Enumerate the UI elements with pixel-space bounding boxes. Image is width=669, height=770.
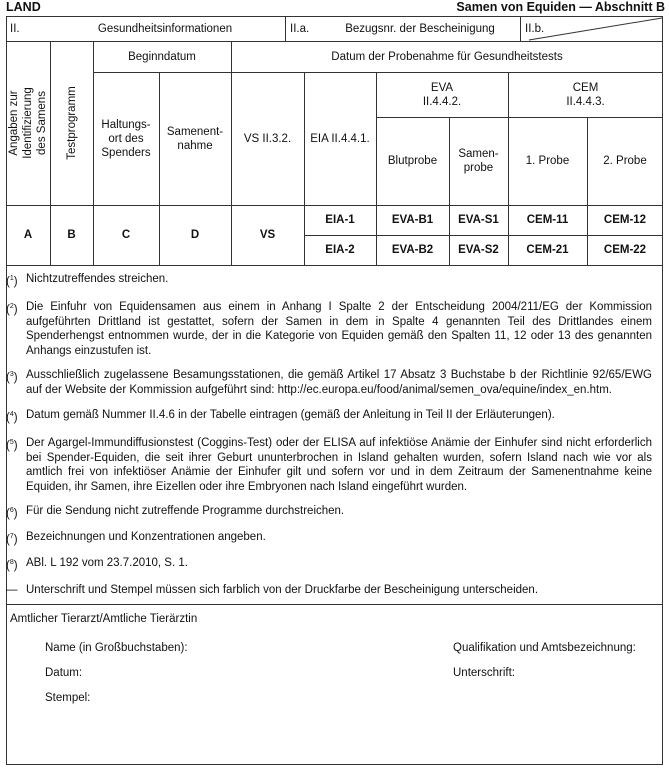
section-title-health: Gesundheitsinformationen [97, 23, 233, 35]
date-label[interactable]: Datum: [45, 667, 83, 679]
name-label[interactable]: Name (in Großbuchstaben): [45, 642, 188, 654]
group-cem: CEM II.4.4.3. [566, 81, 605, 108]
diagonal-strike [521, 16, 663, 41]
cell-eia-2[interactable]: EIA-2 [325, 244, 355, 256]
group-eva: EVA II.4.4.2. [422, 81, 462, 108]
footnote-2: ($^2$) Die Einfuhr von Equidensamen aus einem in Anhang I Spalte 2 der Entscheidung 2004/211/EG der Kommission aufgeführten Drittland ist gestattet, sofern der Samen in dem in Spalte 4 genannten Teil des Drittlandes einem Spenderhengst entnommen wurde, der in die Kategorie von Equiden gemäß den Spalten 11, 12 oder 13 des genannten Anhangs einzustufen ist. [6, 301, 652, 357]
cell-cem-22[interactable]: CEM-22 [603, 244, 647, 256]
footnote-4: ($^4$) Datum gemäß Nummer II.4.6 in der Tabelle eintragen (gemäß der Anleitung in Teil II der Erläuterungen). [6, 409, 555, 424]
col-collection: Samenent-nahme [166, 125, 224, 152]
footnote-dash: — Unterschrift und Stempel müssen sich farblich von der Druckfarbe der Bescheinigung unterscheiden. [6, 584, 539, 596]
cell-eva-b1[interactable]: EVA-B1 [391, 214, 434, 226]
col-cem-2: 2. Probe [603, 155, 647, 167]
footnote-8: ($^8$) ABl. L 192 vom 23.7.2010, S. 1. [6, 557, 188, 572]
footnote-6: ($^6$) Für die Sendung nicht zutreffende Programme durchstreichen. [6, 505, 345, 520]
group-sampling: Datum der Probenahme für Gesundheitstests [331, 50, 563, 63]
section-title: Samen von Equiden — Abschnitt B [456, 0, 665, 14]
cell-eva-s1[interactable]: EVA-S1 [458, 214, 499, 226]
cell-eva-s2[interactable]: EVA-S2 [458, 244, 499, 256]
col-testprogram: Testprogramm [65, 86, 78, 160]
cell-vs[interactable]: VS [259, 229, 276, 241]
col-holding: Haltungs-ort des Spenders [101, 118, 151, 159]
col-vs: VS II.3.2. [243, 132, 292, 145]
col-identification: Angaben zur Identifizierung des Samens [8, 87, 48, 159]
signature-label[interactable]: Unterschrift: [453, 667, 515, 679]
col-eia: EIA II.4.4.1. [310, 132, 370, 145]
country-label: LAND [6, 0, 41, 14]
ref-number-label: II.a. [290, 23, 310, 35]
stamp-label[interactable]: Stempel: [45, 692, 91, 704]
col-eva-semen: Samen-probe [458, 148, 499, 174]
group-begin-date: Beginndatum [128, 50, 196, 63]
ref-label: Bezugsnr. der Bescheinigung [345, 23, 495, 35]
footnote-3: ($^3$) Ausschließlich zugelassene Besamungsstationen, die gemäß Artikel 17 Absatz 3 Buchstabe b der Richtlinie 92/65/EWG auf der Website der Kommission aufgeführt sind: http://ec.europa.eu/food/animal/semen_ova/equine/index_en.htm. [6, 369, 652, 396]
cell-eia-1[interactable]: EIA-1 [325, 214, 355, 226]
col-cem-1: 1. Probe [525, 155, 570, 167]
ref-b-label: II.b. [525, 23, 545, 35]
footnote-5: ($^5$) Der Agargel-Immundiffusionstest (Coggins-Test) oder der ELISA auf infektiöse Anämie der Einhufer sind nicht erforderlich bei Spender-Equiden, die seit ihrer Geburt ununterbrochen in Island gehalten wurden, sofern Island nach wie vor als amtlich frei von infektiöser Anämie der Einhufer gilt und sofern vor und in dem Zeitraum der Samenentnahme keine Equiden, ihr Samen, ihre Eizellen oder ihre Embryonen nach Island eingeführt wurden. [6, 437, 652, 493]
cell-b[interactable]: B [67, 229, 76, 241]
cell-cem-11[interactable]: CEM-11 [526, 214, 569, 226]
qualification-label[interactable]: Qualifikation und Amtsbezeichnung: [453, 642, 636, 654]
cell-cem-21[interactable]: CEM-21 [526, 244, 569, 256]
section-number: II. [10, 23, 20, 35]
col-eva-blood: Blutprobe [387, 155, 438, 167]
cell-cem-12[interactable]: CEM-12 [603, 214, 647, 226]
vet-title: Amtlicher Tierarzt/Amtliche Tierärztin [10, 613, 198, 625]
cell-a[interactable]: A [23, 229, 33, 241]
cell-c[interactable]: C [121, 229, 131, 241]
footnote-1: ($^1$) Nichtzutreffendes streichen. [6, 273, 169, 288]
cell-d[interactable]: D [190, 229, 200, 241]
cell-eva-b2[interactable]: EVA-B2 [391, 244, 434, 256]
footnote-7: ($^7$) Bezeichnungen und Konzentrationen angeben. [6, 531, 266, 546]
